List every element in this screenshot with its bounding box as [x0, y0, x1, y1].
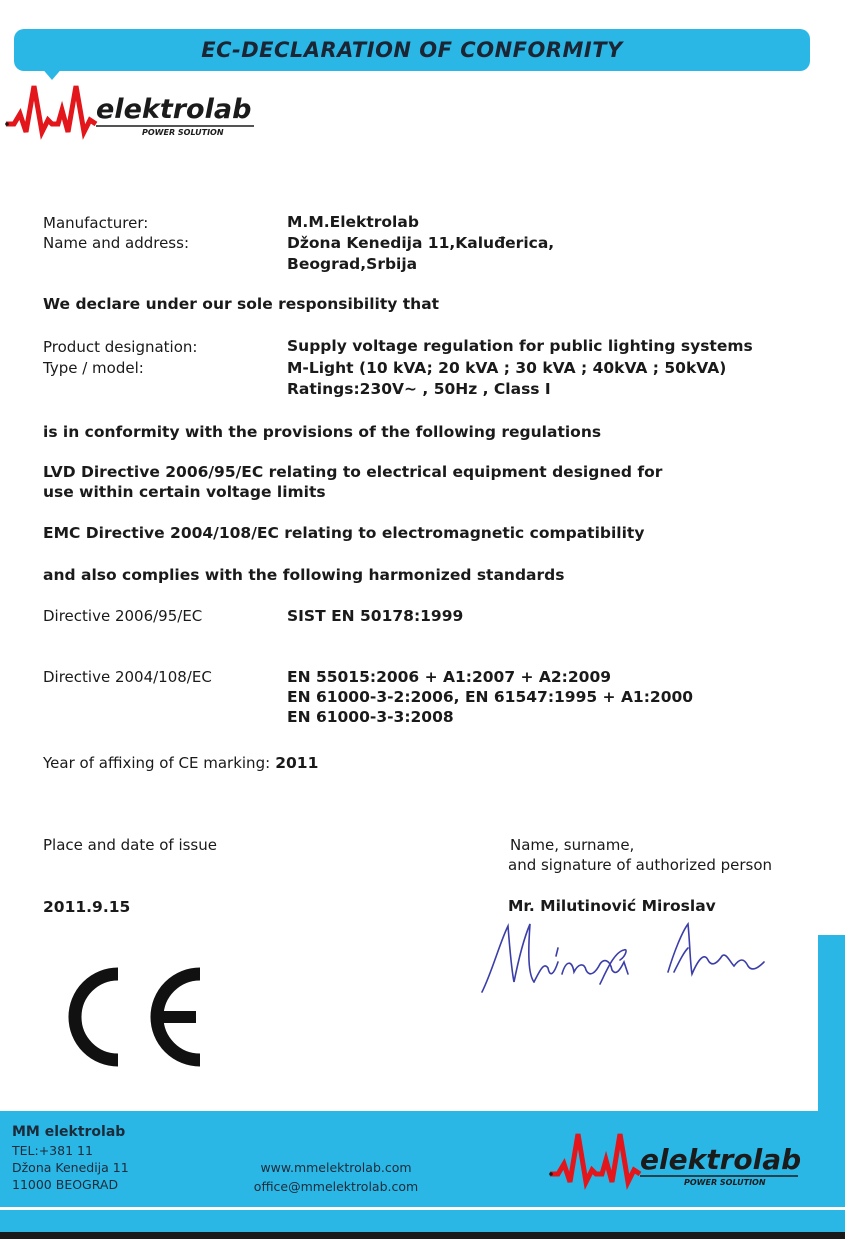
- standard-directive-label: Directive 2004/108/EC: [43, 668, 212, 686]
- brand-logo-footer: [548, 1128, 808, 1194]
- footer-city: 11000 BEOGRAD: [12, 1177, 119, 1192]
- harmonized-statement: and also complies with the following harmonized standards: [43, 566, 565, 584]
- footer-tel: TEL:+381 11: [12, 1143, 93, 1158]
- signature-scribble-icon: [478, 912, 768, 1004]
- footer-website-link[interactable]: www.mmelektrolab.com: [260, 1160, 412, 1175]
- issue-date: 2011.9.15: [43, 898, 131, 916]
- address-line-2: Beograd,Srbija: [287, 255, 418, 273]
- ce-mark-icon: [50, 962, 210, 1072]
- logo-tagline: POWER SOLUTION: [684, 1178, 766, 1187]
- standard-value: EN 55015:2006 + A1:2007 + A2:2009: [287, 668, 612, 686]
- address-label: Name and address:: [43, 234, 189, 252]
- standard-directive-label: Directive 2006/95/EC: [43, 607, 203, 625]
- page-bottom-edge: [0, 1232, 845, 1239]
- footer-email-link[interactable]: office@mmelektrolab.com: [253, 1179, 419, 1194]
- manufacturer-label: Manufacturer:: [43, 214, 149, 232]
- address-line-1: Džona Kenedija 11,Kaluđerica,: [287, 234, 555, 252]
- manufacturer-value: M.M.Elektrolab: [287, 213, 419, 231]
- standard-value: EN 61000-3-3:2008: [287, 708, 454, 726]
- type-model-label: Type / model:: [43, 359, 144, 377]
- signatory-label-line-2: and signature of authorized person: [508, 856, 773, 874]
- logo-tagline: POWER SOLUTION: [142, 128, 224, 137]
- signatory-name: Mr. Milutinović Miroslav: [508, 897, 716, 915]
- ce-year-label: Year of affixing of CE marking:: [43, 754, 271, 772]
- signatory-label-line-1: Name, surname,: [510, 836, 635, 854]
- ce-year-row: [43, 753, 318, 772]
- product-designation-value: Supply voltage regulation for public lighting systems: [287, 337, 753, 355]
- logo-wordmark: elektrolab: [640, 1143, 802, 1176]
- type-model-value: M-Light (10 kVA; 20 kVA ; 30 kVA ; 40kVA ; 50kVA): [287, 359, 727, 377]
- place-date-label: Place and date of issue: [43, 836, 217, 854]
- footer-company: MM elektrolab: [12, 1124, 126, 1140]
- logo-wordmark: elektrolab: [96, 94, 252, 125]
- footer-street: Džona Kenedija 11: [12, 1160, 129, 1175]
- ratings-value: Ratings:230V~ , 50Hz , Class I: [287, 380, 551, 398]
- standard-value: EN 61000-3-2:2006, EN 61547:1995 + A1:2000: [287, 688, 694, 706]
- page-title: EC-DECLARATION OF CONFORMITY: [201, 38, 623, 62]
- lvd-directive-line-1: LVD Directive 2006/95/EC relating to electrical equipment designed for: [43, 463, 663, 481]
- brand-logo-top: [4, 80, 264, 142]
- declaration-statement: We declare under our sole responsibility that: [43, 295, 440, 313]
- footer-strip: [0, 1210, 845, 1232]
- ce-year-value: 2011: [275, 754, 319, 772]
- lvd-directive-line-2: use within certain voltage limits: [43, 483, 326, 501]
- product-designation-label: Product designation:: [43, 338, 198, 356]
- standard-value: SIST EN 50178:1999: [287, 607, 464, 625]
- conformity-statement: is in conformity with the provisions of the following regulations: [43, 423, 602, 441]
- emc-directive: EMC Directive 2004/108/EC relating to electromagnetic compatibility: [43, 524, 645, 542]
